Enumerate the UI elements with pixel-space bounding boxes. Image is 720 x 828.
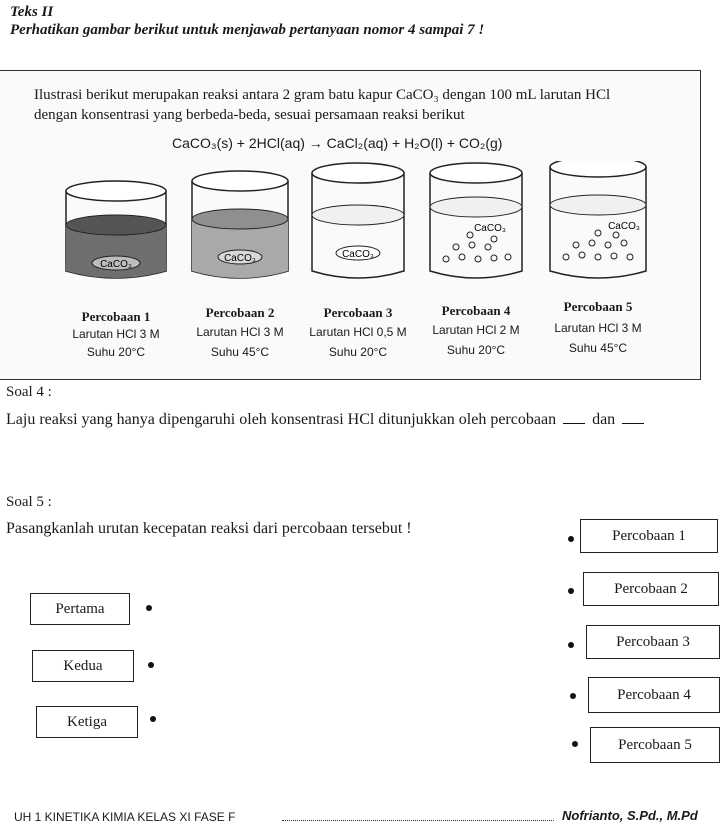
match-left-pertama-dot[interactable] — [146, 605, 152, 611]
match-right-percobaan-1[interactable]: Percobaan 1 — [580, 519, 718, 553]
experiment-3-temp: Suhu 20°C — [328, 345, 388, 359]
beaker-4 — [430, 163, 522, 278]
match-right-percobaan-2[interactable]: Percobaan 2 — [583, 572, 719, 606]
beaker-4-caco3-label: CaCO₃ — [474, 223, 506, 234]
experiment-3-name: Percobaan 3 — [323, 305, 393, 320]
experiment-2-solution: Larutan HCl 3 M — [196, 325, 284, 339]
match-right-3-dot[interactable] — [568, 642, 574, 648]
match-right-percobaan-3[interactable]: Percobaan 3 — [586, 625, 720, 659]
soal-4-question-prefix: Laju reaksi yang hanya dipengaruhi oleh konsentrasi HCl ditunjukkan oleh percobaan — [6, 411, 557, 428]
experiment-5-name: Percobaan 5 — [563, 299, 633, 314]
experiment-1-solution: Larutan HCl 3 M — [72, 327, 160, 341]
experiment-3-solution: Larutan HCl 0,5 M — [309, 325, 407, 339]
soal-4-blank-1[interactable] — [563, 423, 585, 424]
figure-box — [0, 70, 701, 380]
experiment-4-temp: Suhu 20°C — [446, 343, 506, 357]
match-right-4-dot[interactable] — [570, 693, 576, 699]
beaker-3-caco3-label: CaCO₃ — [342, 249, 374, 260]
match-left-kedua[interactable]: Kedua — [32, 650, 134, 682]
footer-right: Nofrianto, S.Pd., M.Pd — [562, 808, 698, 823]
reaction-equation: CaCO₃(s) + 2HCl(aq) → CaCl₂(aq) + H₂O(l) + CO₂(g) — [172, 135, 503, 151]
match-right-2-dot[interactable] — [568, 588, 574, 594]
experiment-2-name: Percobaan 2 — [205, 305, 275, 320]
beaker-2-caco3-label: CaCO₃ — [224, 253, 256, 264]
experiment-4-name: Percobaan 4 — [441, 303, 511, 318]
match-left-pertama[interactable]: Pertama — [30, 593, 130, 625]
match-left-ketiga-dot[interactable] — [150, 716, 156, 722]
beaker-5 — [550, 161, 646, 278]
experiment-5-solution: Larutan HCl 3 M — [554, 321, 642, 335]
text-title: Teks II — [10, 4, 54, 20]
match-left-kedua-dot[interactable] — [148, 662, 154, 668]
match-right-5-dot[interactable] — [572, 741, 578, 747]
experiment-2-temp: Suhu 45°C — [210, 345, 270, 359]
beaker-5-caco3-label: CaCO₃ — [608, 221, 640, 232]
soal-4-blank-2[interactable] — [622, 423, 644, 424]
soal-4-label: Soal 4 : — [6, 384, 52, 400]
match-left-ketiga[interactable]: Ketiga — [36, 706, 138, 738]
figure-description-line2: dengan konsentrasi yang berbeda-beda, sesuai persamaan reaksi berikut — [34, 107, 465, 123]
soal-4-question-connector: dan — [592, 411, 616, 428]
experiment-4-solution: Larutan HCl 2 M — [432, 323, 520, 337]
beaker-2 — [192, 171, 288, 278]
text-instruction: Perhatikan gambar berikut untuk menjawab pertanyaan nomor 4 sampai 7 ! — [10, 22, 485, 38]
beaker-1-caco3-label: CaCO₃ — [100, 259, 132, 270]
soal-4-question — [6, 411, 718, 429]
footer-divider — [282, 820, 554, 821]
beakers-illustration — [0, 161, 700, 281]
figure-description-line1: Ilustrasi berikut merupakan reaksi antara 2 gram batu kapur CaCO₃ dengan 100 mL larutan HCl — [34, 87, 611, 103]
soal-5-label: Soal 5 : — [6, 494, 52, 510]
experiment-5-temp: Suhu 45°C — [568, 341, 628, 355]
match-right-percobaan-4[interactable]: Percobaan 4 — [588, 677, 720, 713]
footer-left: UH 1 KINETIKA KIMIA KELAS XI FASE F — [14, 810, 236, 824]
match-right-percobaan-5[interactable]: Percobaan 5 — [590, 727, 720, 763]
experiment-1-temp: Suhu 20°C — [86, 345, 146, 359]
soal-5-question: Pasangkanlah urutan kecepatan reaksi dari percobaan tersebut ! — [6, 520, 412, 537]
beaker-1 — [66, 181, 166, 278]
match-right-1-dot[interactable] — [568, 536, 574, 542]
beaker-3 — [312, 163, 404, 278]
experiment-1-name: Percobaan 1 — [81, 309, 151, 324]
